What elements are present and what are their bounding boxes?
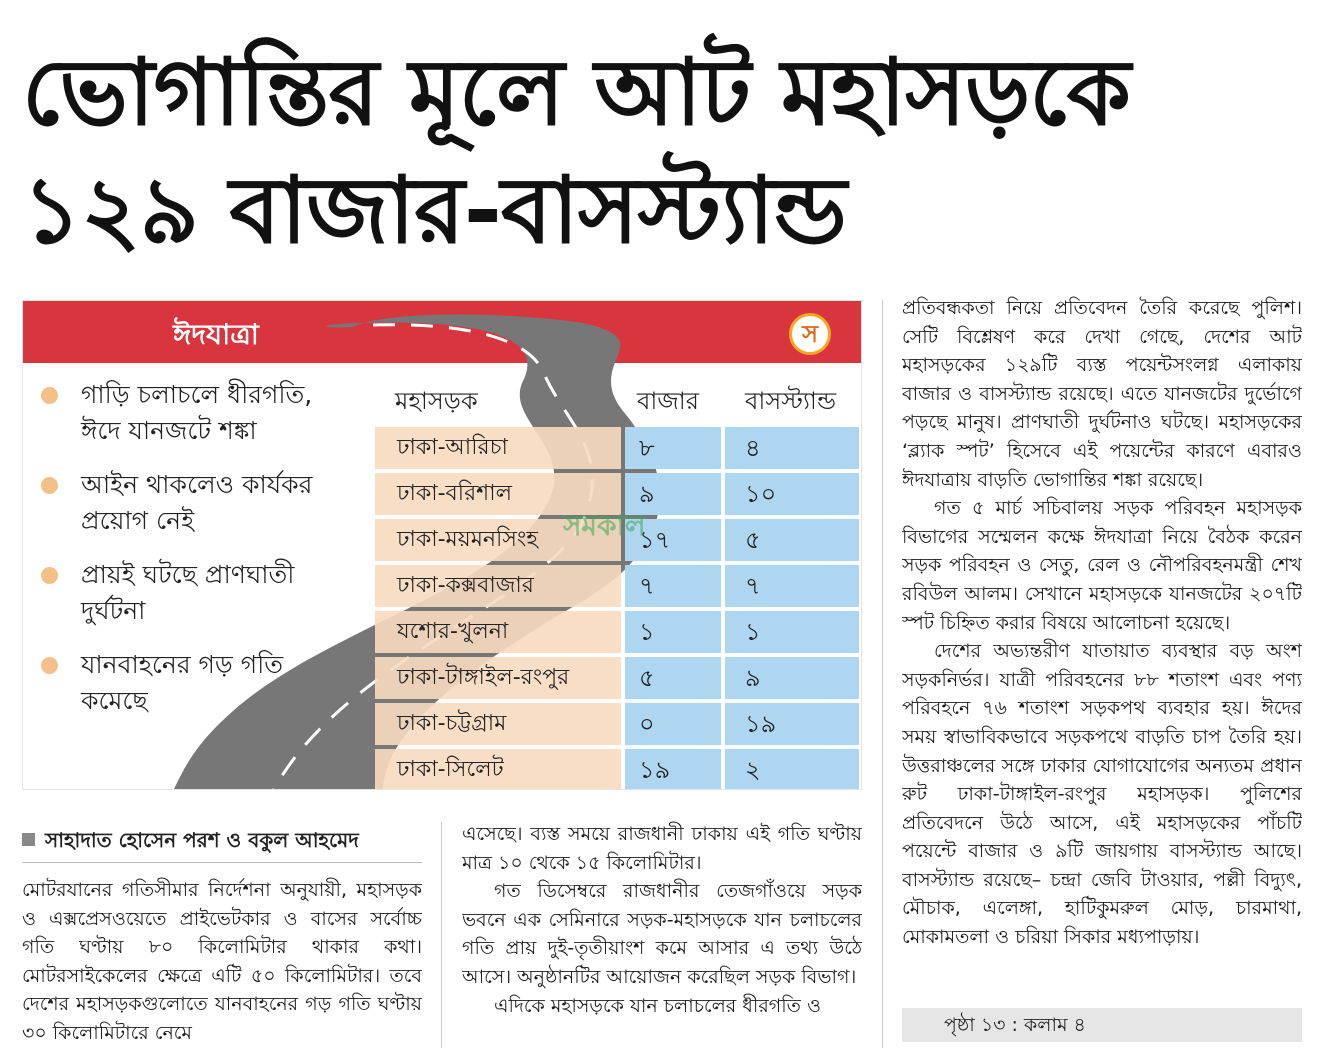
bullet-text: আইন থাকলেও কার্যকর প্রয়োগ নেই	[81, 470, 313, 535]
table-row	[375, 655, 861, 701]
bazar-count-cell: ১৯	[625, 749, 721, 790]
table-row	[375, 747, 861, 790]
bazar-count-cell: ৭	[625, 565, 721, 607]
headline	[22, 34, 1312, 270]
article-column-1	[22, 876, 422, 1048]
busstand-count-cell: ১	[725, 611, 859, 653]
busstand-count-cell: ৭	[725, 565, 859, 607]
road-name-cell: ঢাকা-সিলেট	[375, 749, 621, 790]
busstand-count-cell: ১৯	[725, 703, 859, 745]
bazar-count-cell: ১	[625, 611, 721, 653]
busstand-count-cell: ১০	[725, 473, 859, 515]
headline-line-1: ভোগান্তির মূলে আট মহাসড়কে	[22, 39, 1130, 146]
headline-line-2: ১২৯ বাজার-বাসস্ট্যান্ড	[22, 157, 846, 264]
bazar-count-cell: ০	[625, 703, 721, 745]
article-column-2	[462, 820, 862, 1048]
article-paragraph: মোটরযানের গতিসীমার নির্দেশনা অনুযায়ী, মহাসড়ক ও এক্সপ্রেসওয়েতে প্রাইভেটকার ও বাসের সর্বোচ্চ গতি ঘণ্টায় ৮০ কিলোমিটার থাকার কথা। মোটরসাইকেলের ক্ষেত্রে এটি ৫০ কিলোমিটার। তবে দেশের মহাসড়কগুলোতে যানবাহনের গড় গতি ঘণ্টায় ৩০ কিলোমিটারে নেমে	[22, 879, 422, 1044]
busstand-count-cell: ৫	[725, 519, 859, 561]
article-paragraph: দেশের অভ্যন্তরীণ যাতায়াত ব্যবস্থার বড় অংশ সড়কনির্ভর। যাত্রী পরিবহনের ৮৮ শতাংশ এবং পণ্য পরিবহনে ৭৬ শতাংশ সড়কপথ ব্যবহার হয়। ঈদের সময় স্বাভাবিকভাবে সড়কপথে বাড়তি চাপ তৈরি হয়। উত্তরাঞ্চলের সঙ্গে ঢাকার যোগাযোগের অন্যতম প্রধান রুট ঢাকা-টাঙ্গাইল-রংপুর মহাসড়ক। পুলিশের প্রতিবেদনে উঠে আসে, এই মহাসড়কের পাঁচটি পয়েন্টে বাজার ও ৯টি জায়গায় বাসস্ট্যান্ড আছে। বাসস্ট্যান্ড রয়েছে– চন্দ্রা জেবি টাওয়ার, পল্লী বিদ্যুৎ, মৌচাক, এলেঙ্গা, হাটিকুমরুল মোড়, চারমাথা, মোকামতলা ও চরিয়া সিকার মধ্যপাড়ায়।	[902, 640, 1302, 949]
table-row	[375, 425, 861, 471]
bazar-count-cell: ৯	[625, 473, 721, 515]
bullet-item	[35, 647, 345, 719]
byline-divider	[22, 862, 422, 863]
bullet-dot-icon	[41, 387, 58, 404]
road-name-cell: ঢাকা-চট্টগ্রাম	[375, 703, 621, 745]
bazar-count-cell: ৫	[625, 657, 721, 699]
table-row	[375, 701, 861, 747]
column-divider	[441, 822, 442, 1048]
bullet-item	[35, 557, 345, 629]
road-name-cell: ঢাকা-কক্সবাজার	[375, 565, 621, 607]
road-name-cell: ঢাকা-আরিচা	[375, 427, 621, 469]
bullet-dot-icon	[41, 477, 58, 494]
bullet-text: প্রায়ই ঘটছে প্রাণঘাতী দুর্ঘটনা	[81, 560, 295, 625]
road-name-cell: ঢাকা-ময়মনসিংহ	[375, 519, 621, 561]
watermark: সমকাল	[563, 509, 646, 542]
byline	[22, 826, 432, 859]
article-paragraph: গত ৫ মার্চ সচিবালয় সড়ক পরিবহন মহাসড়ক বিভাগের সম্মেলন কক্ষে ঈদযাত্রা নিয়ে বৈঠক করেন সড়ক পরিবহন ও সেতু, রেল ও নৌপরিবহনমন্ত্রী শেখ রবিউল আলম। সেখানে মহাসড়কে যানজটের ২০৭টি স্পট চিহ্নিত করার বিষয়ে আলোচনা হয়েছে।	[902, 497, 1302, 634]
bullet-list	[35, 377, 345, 737]
road-name-cell: ঢাকা-বরিশাল	[375, 473, 621, 515]
byline-square-icon	[22, 833, 35, 846]
table-row	[375, 609, 861, 655]
bullet-item	[35, 467, 345, 539]
table-header-bazar: বাজার	[637, 387, 699, 415]
table-header-busstand: বাসস্ট্যান্ড	[745, 387, 837, 415]
table-row	[375, 563, 861, 609]
bazar-count-cell: ১৭	[625, 519, 721, 561]
column-divider	[882, 300, 883, 1048]
continuation-reference: পৃষ্ঠা ১৩ : কলাম ৪	[902, 1008, 1302, 1042]
article-paragraph: প্রতিবন্ধকতা নিয়ে প্রতিবেদন তৈরি করেছে পুলিশ। সেটি বিশ্লেষণ করে দেখা গেছে, দেশের আট মহাসড়কের ১২৯টি ব্যস্ত পয়েন্টসংলগ্ন এলাকায় বাজার ও বাসস্ট্যান্ড রয়েছে। এতে যানজটের দুর্ভোগে পড়ছে মানুষ। প্রাণঘাতী দুর্ঘটনাও ঘটছে। মহাসড়কের ‘ব্ল্যাক স্পট’ হিসেবে এই পয়েন্টের কারণে এবারও ঈদযাত্রায় বাড়তি ভোগান্তির শঙ্কা রয়েছে।	[902, 297, 1302, 491]
bullet-item	[35, 377, 345, 449]
samakal-logo-icon: স	[789, 313, 831, 355]
road-name-cell: ঢাকা-টাঙ্গাইল-রংপুর	[375, 657, 621, 699]
bazar-count-cell: ৮	[625, 427, 721, 469]
article-paragraph: এদিকে মহাসড়কে যান চলাচলের ধীরগতি ও	[494, 994, 821, 1017]
article-paragraph: গত ডিসেম্বরে রাজধানীর তেজগাঁওয়ে সড়ক ভবনে এক সেমিনারে সড়ক-মহাসড়কে যান চলাচলের গতি প্রায় দুই-তৃতীয়াংশ কমে আসার এ তথ্য উঠে আসে। অনুষ্ঠানটির আয়োজন করেছিল সড়ক বিভাগ।	[462, 880, 862, 988]
road-name-cell: যশোর-খুলনা	[375, 611, 621, 653]
busstand-count-cell: ৯	[725, 657, 859, 699]
byline-text: সাহাদাত হোসেন পরশ ও বকুল আহমেদ	[45, 828, 359, 852]
infographic	[22, 300, 862, 790]
busstand-count-cell: ৪	[725, 427, 859, 469]
article-paragraph: এসেছে। ব্যস্ত সময়ে রাজধানী ঢাকায় এই গতি ঘণ্টায় মাত্র ১০ থেকে ১৫ কিলোমিটার।	[462, 823, 862, 874]
infographic-title: ঈদযাত্রা	[173, 318, 259, 351]
bullet-text: গাড়ি চলাচলে ধীরগতি, ঈদে যানজটে শঙ্কা	[81, 380, 313, 445]
highway-table	[375, 425, 861, 790]
article-column-3	[902, 294, 1302, 998]
bullet-dot-icon	[41, 567, 58, 584]
busstand-count-cell: ২	[725, 749, 859, 790]
table-header-road: মহাসড়ক	[395, 387, 478, 415]
bullet-dot-icon	[41, 657, 58, 674]
bullet-text: যানবাহনের গড় গতি কমেছে	[81, 650, 284, 715]
